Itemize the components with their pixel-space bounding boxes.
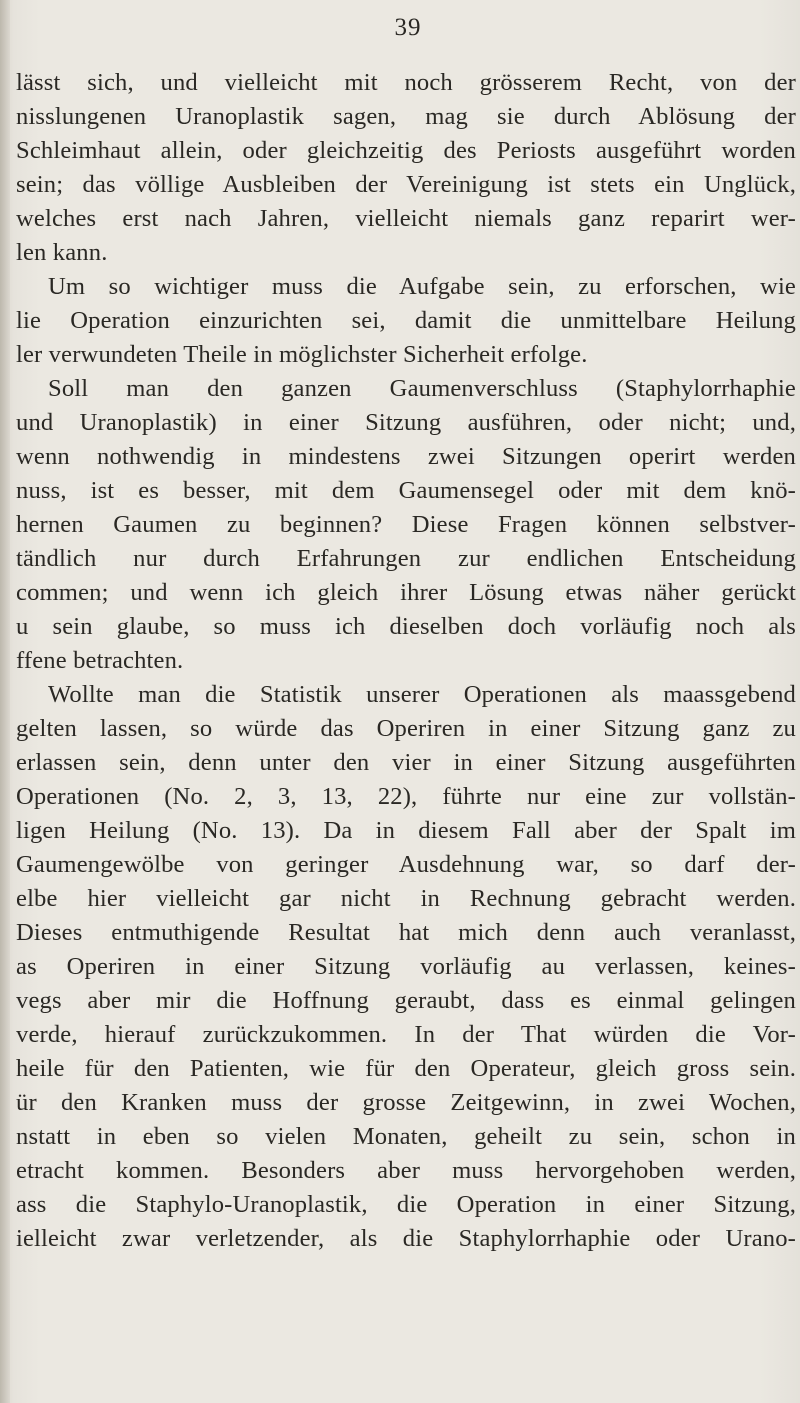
text-line: commen; und wenn ich gleich ihrer Lösung etwas näher gerückt bbox=[16, 579, 796, 606]
text-line: Gaumengewölbe von geringer Ausdehnung war, so darf der- bbox=[16, 851, 796, 878]
body-text bbox=[16, 66, 796, 1256]
text-line: as Operiren in einer Sitzung vorläufig au verlassen, keines- bbox=[16, 953, 796, 980]
text-line: ür den Kranken muss der grosse Zeitgewinn, in zwei Wochen, bbox=[16, 1089, 796, 1116]
text-line: tändlich nur durch Erfahrungen zur endlichen Entscheidung bbox=[16, 545, 796, 572]
text-line: hernen Gaumen zu beginnen? Diese Fragen können selbstver- bbox=[16, 511, 796, 538]
text-line: Soll man den ganzen Gaumenverschluss (Staphylorrhaphie bbox=[48, 375, 796, 402]
text-line: ielleicht zwar verletzender, als die Staphylorrhaphie oder Urano- bbox=[16, 1225, 796, 1252]
text-line: nuss, ist es besser, mit dem Gaumensegel oder mit dem knö- bbox=[16, 477, 796, 504]
text-line: nisslungenen Uranoplastik sagen, mag sie durch Ablösung der bbox=[16, 103, 796, 130]
text-line: vegs aber mir die Hoffnung geraubt, dass es einmal gelingen bbox=[16, 987, 796, 1014]
text-line: Dieses entmuthigende Resultat hat mich denn auch veranlasst, bbox=[16, 919, 796, 946]
text-line: lie Operation einzurichten sei, damit die unmittelbare Heilung bbox=[16, 307, 796, 334]
text-line: lässt sich, und vielleicht mit noch grösserem Recht, von der bbox=[16, 69, 796, 96]
text-line: etracht kommen. Besonders aber muss hervorgehoben werden, bbox=[16, 1157, 796, 1184]
text-line: verde, hierauf zurückzukommen. In der That würden die Vor- bbox=[16, 1021, 796, 1048]
text-line: ler verwundeten Theile in möglichster Sicherheit erfolge. bbox=[16, 341, 588, 368]
text-line: ass die Staphylo-Uranoplastik, die Operation in einer Sitzung, bbox=[16, 1191, 796, 1218]
text-line: ffene betrachten. bbox=[16, 647, 184, 674]
text-line: ligen Heilung (No. 13). Da in diesem Fall aber der Spalt im bbox=[16, 817, 796, 844]
text-line: erlassen sein, denn unter den vier in einer Sitzung ausgeführten bbox=[16, 749, 796, 776]
text-line: Operationen (No. 2, 3, 13, 22), führte nur eine zur vollstän- bbox=[16, 783, 796, 810]
page-gutter-shadow bbox=[0, 0, 10, 1403]
text-line: Schleimhaut allein, oder gleichzeitig des Periosts ausgeführt worden bbox=[16, 137, 796, 164]
text-line: len kann. bbox=[16, 239, 108, 266]
text-line: Wollte man die Statistik unserer Operationen als maassgebend bbox=[48, 681, 796, 708]
text-line: elbe hier vielleicht gar nicht in Rechnung gebracht werden. bbox=[16, 885, 796, 912]
text-line: welches erst nach Jahren, vielleicht niemals ganz reparirt wer- bbox=[16, 205, 796, 232]
text-line: Um so wichtiger muss die Aufgabe sein, zu erforschen, wie bbox=[48, 273, 796, 300]
text-line: und Uranoplastik) in einer Sitzung ausführen, oder nicht; und, bbox=[16, 409, 796, 436]
text-line: u sein glaube, so muss ich dieselben doch vorläufig noch als bbox=[16, 613, 796, 640]
text-line: nstatt in eben so vielen Monaten, geheilt zu sein, schon in bbox=[16, 1123, 796, 1150]
text-line: sein; das völlige Ausbleiben der Vereinigung ist stets ein Unglück, bbox=[16, 171, 796, 198]
text-line: gelten lassen, so würde das Operiren in einer Sitzung ganz zu bbox=[16, 715, 796, 742]
text-line: heile für den Patienten, wie für den Operateur, gleich gross sein. bbox=[16, 1055, 796, 1082]
text-line: wenn nothwendig in mindestens zwei Sitzungen operirt werden bbox=[16, 443, 796, 470]
page-number: 39 bbox=[394, 14, 422, 41]
